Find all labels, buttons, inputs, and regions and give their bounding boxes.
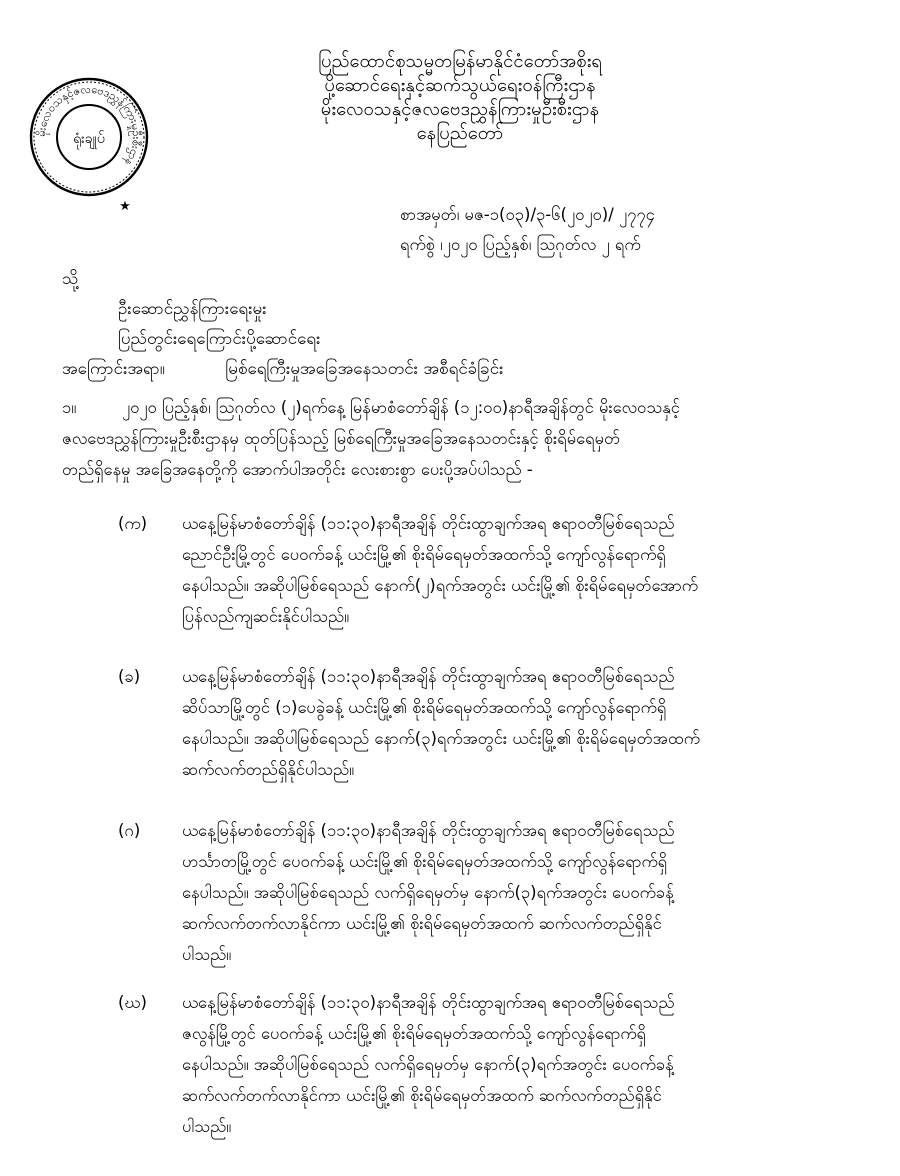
letterhead-line: ပို့ဆောင်ရေးနှင့်ဆက်သွယ်ရေးဝန်ကြီးဌာန <box>324 75 596 96</box>
letter-number: စာအမှတ်၊ မဇ-၁(၀၃)/၃-၆(၂၀၂၀)/ ၂၇၇၄ <box>400 205 655 224</box>
to-label: သို့ <box>62 269 79 289</box>
list-item <box>118 508 808 632</box>
item-line: ယနေ့မြန်မာစံတော်ချိန် (၁၁:၃၀)နာရီအချိန် တိုင်းထွာချက်အရ ဧရာဝတီမြစ်ရေသည် <box>182 821 675 840</box>
item-line: ဆက်လက်တက်လာနိုင်ကာ ယင်းမြို့၏ စိုးရိမ်ရေမှတ်အထက် ဆက်လက်တည်ရှိနိုင် <box>182 1086 662 1105</box>
paragraph-number: ၁။ <box>62 398 77 417</box>
recipient-line: ပြည်တွင်းရေကြောင်းပို့ဆောင်ရေး <box>118 329 321 349</box>
item-line: ပါသည်။ <box>182 945 232 964</box>
item-line: ယနေ့မြန်မာစံတော်ချိန် (၁၁:၃၀)နာရီအချိန် တိုင်းထွာချက်အရ ဧရာဝတီမြစ်ရေသည် <box>182 667 675 686</box>
paragraph-line: ဇလဗေဒညွှန်ကြားမှုဦးစီးဌာနမှ ထုတ်ပြန်သည့် မြစ်ရေကြီးမှုအခြေအနေသတင်းနှင့် စိုးရိမ်ရေမှတ် <box>62 429 621 448</box>
list-item <box>118 815 808 970</box>
item-line: ယနေ့မြန်မာစံတော်ချိန် (၁၁:၃၀)နာရီအချိန် တိုင်းထွာချက်အရ ဧရာဝတီမြစ်ရေသည် <box>182 514 675 533</box>
department-seal <box>28 40 150 215</box>
subject-label: အကြောင်းအရာ။ <box>62 359 165 379</box>
letterhead <box>200 50 720 146</box>
item-line: ဟင်္သာတမြို့တွင် ပေ၀က်ခန့် ယင်းမြို့၏ စိုးရိမ်ရေမှတ်အထက်သို့ ကျော်လွန်ရောက်ရှိ <box>182 852 668 871</box>
letterhead-line: နေပြည်တော် <box>416 123 504 144</box>
item-line: ဆိပ်သာမြို့တွင် (၁)ပေခွဲခန့် ယင်းမြို့၏ စိုးရိမ်ရေမှတ်အထက်သို့ ကျော်လွန်ရောက်ရှိ <box>182 698 667 717</box>
letter-date: ရက်စွဲ ၊၂၀၂၀ ပြည့်နှစ်၊ ဩဂုတ်လ ၂ ရက် <box>400 235 641 254</box>
seal-center-text: ရုံးချုပ် <box>73 131 105 147</box>
item-line: ပါသည်။ <box>182 1117 232 1136</box>
svg-text:မိုးလေဝသနှင့်ဇလဗေဒညွှန်ကြားမှု <box>35 83 143 169</box>
list-item <box>118 661 808 785</box>
item-marker: (ဃ) <box>118 993 147 1012</box>
letterhead-line: ပြည်ထောင်စုသမ္မတမြန်မာနိုင်ငံတော်အစိုးရ <box>317 51 603 72</box>
item-line: နေပါသည်။ အဆိုပါမြစ်ရေသည် နောက်(၃)ရက်အတွင်း ယင်းမြို့၏ စိုးရိမ်ရေမှတ်အထက် <box>182 729 700 748</box>
recipient <box>118 294 321 354</box>
item-marker: (က) <box>118 514 148 533</box>
intro-paragraph <box>62 392 862 485</box>
reference-block <box>400 200 870 260</box>
item-line: နေပါသည်။ အဆိုပါမြစ်ရေသည် လက်ရှိရေမှတ်မှ နောက်(၃)ရက်အတွင်း ပေ၀က်ခန့် <box>182 1055 674 1074</box>
item-line: ဆက်လက်တက်လာနိုင်ကာ ယင်းမြို့၏ စိုးရိမ်ရေမှတ်အထက် ဆက်လက်တည်ရှိနိုင် <box>182 914 662 933</box>
letterhead-line: မိုးလေဝသနှင့်ဇလဗေဒညွှန်ကြားမှုဦးစီးဌာန <box>320 99 600 120</box>
item-line: ဆက်လက်တည်ရှိနိုင်ပါသည်။ <box>182 760 355 779</box>
seal-ring-text: မိုးလေဝသနှင့်ဇလဗေဒညွှန်ကြားမှုဦးစီးဌာန <box>34 82 144 169</box>
subject-line <box>62 358 504 383</box>
item-marker: (ခ) <box>118 667 141 686</box>
item-line: ပြန်လည်ကျဆင်းနိုင်ပါသည်။ <box>182 607 350 626</box>
item-line: ယနေ့မြန်မာစံတော်ချိန် (၁၁:၃၀)နာရီအချိန် တိုင်းထွာချက်အရ ဧရာဝတီမြစ်ရေသည် <box>182 993 675 1012</box>
item-line: နေပါသည်။ အဆိုပါမြစ်ရေသည် လက်ရှိရေမှတ်မှ နောက်(၃)ရက်အတွင်း ပေ၀က်ခန့် <box>182 883 674 902</box>
subject-text: မြစ်ရေကြီးမှုအခြေအနေသတင်း အစီရင်ခံခြင်း <box>225 359 504 379</box>
recipient-line: ဦးဆောင်ညွှန်ကြားရေးမှုး <box>118 299 267 319</box>
item-line: ညောင်ဦးမြို့တွင် ပေ၀က်ခန့် ယင်းမြို့၏ စိုးရိမ်ရေမှတ်အထက်သို့ ကျော်လွန်ရောက်ရှိ <box>182 545 666 564</box>
paragraph-line: ၂၀၂၀ ပြည့်နှစ်၊ ဩဂုတ်လ (၂)ရက်နေ့ မြန်မာစံတော်ချိန် (၁၂:၀၀)နာရီအချိန်တွင် မိုးလေဝသနှင့် <box>122 398 680 417</box>
list-item <box>118 987 808 1142</box>
item-line: နေပါသည်။ အဆိုပါမြစ်ရေသည် နောက်(၂)ရက်အတွင်း ယင်းမြို့၏ စိုးရိမ်ရေမှတ်အောက် <box>182 576 698 595</box>
item-line: ဇလွန်မြို့တွင် ပေ၀က်ခန့် ယင်းမြို့၏ စိုးရိမ်ရေမှတ်အထက်သို့ ကျော်လွန်ရောက်ရှိ <box>182 1024 647 1043</box>
item-marker: (ဂ) <box>118 821 141 840</box>
paragraph-line: တည်ရှိနေမှု အခြေအနေတို့ကို အောက်ပါအတိုင်း လေးစားစွာ ပေးပို့အပ်ပါသည် - <box>62 460 533 479</box>
seal-star-icon: ★ <box>119 199 131 214</box>
